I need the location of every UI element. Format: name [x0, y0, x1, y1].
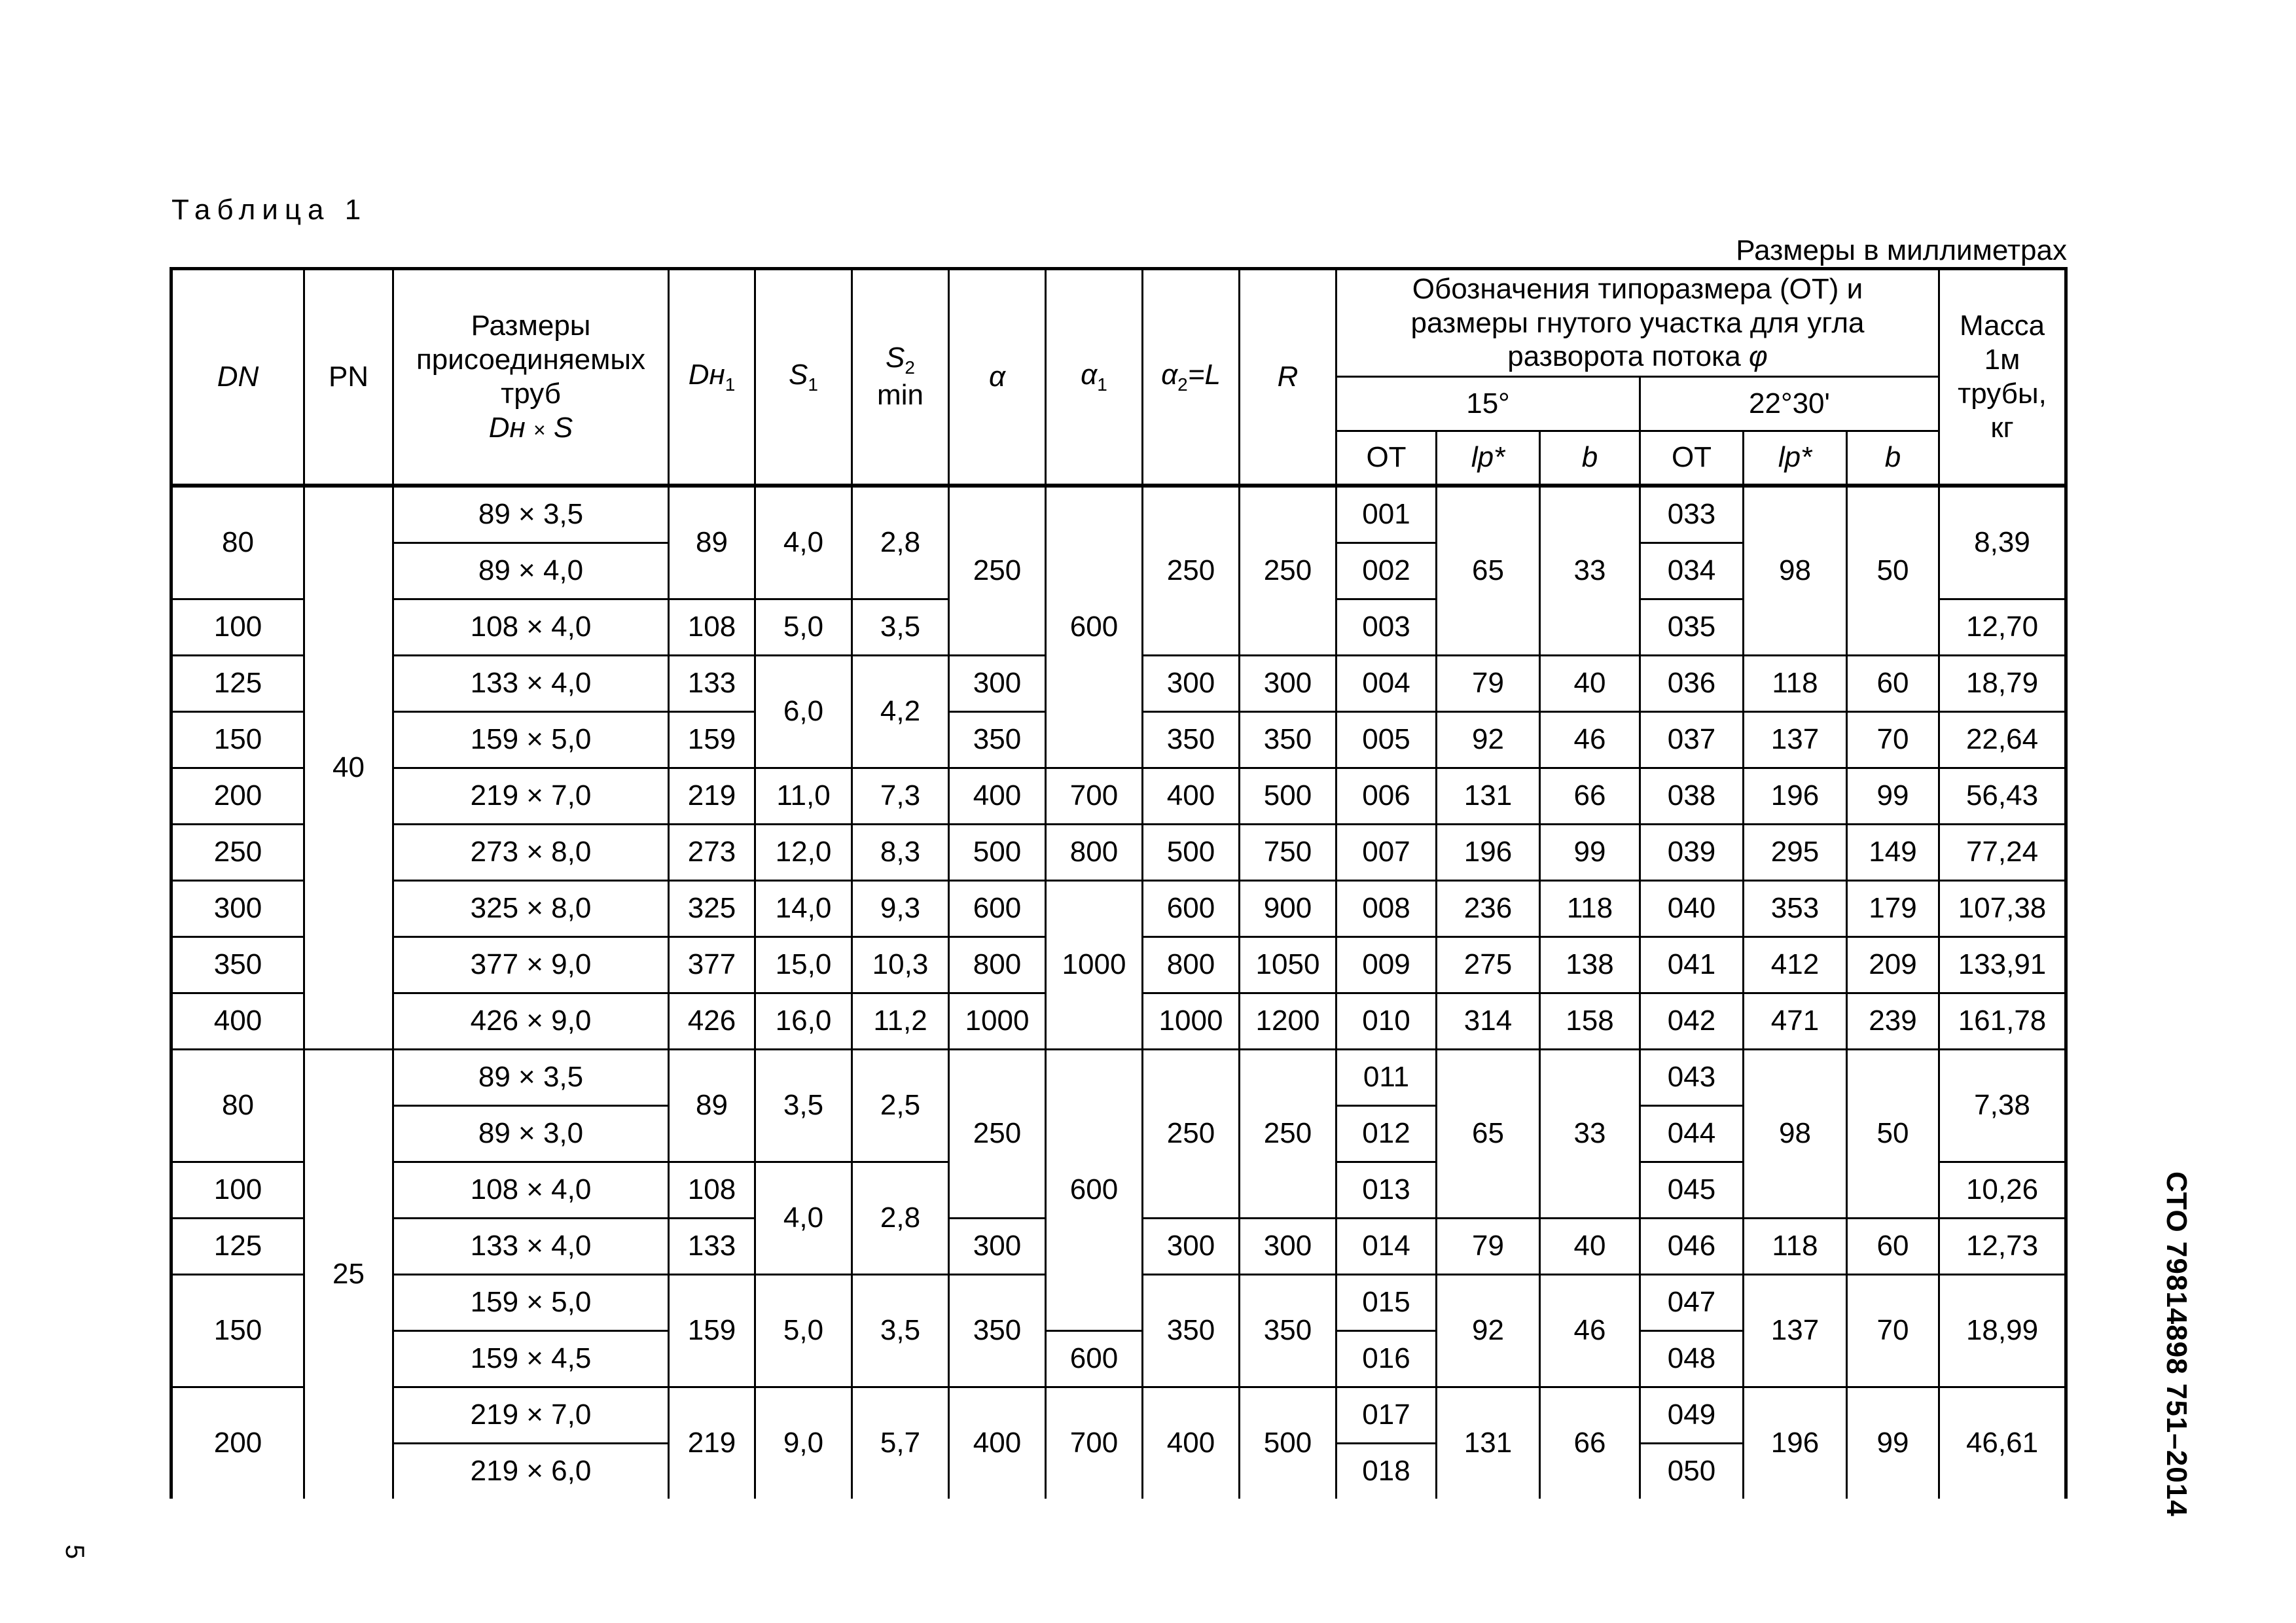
cell-alpha2: 400: [1143, 768, 1240, 824]
cell-r: 750: [1240, 824, 1336, 880]
cell-alpha: 600: [949, 880, 1046, 936]
cell-ot22: 038: [1640, 768, 1744, 824]
cell-mass: 18,79: [1939, 655, 2066, 711]
cell-pipe: 159 × 5,0: [393, 1274, 669, 1330]
cell-alpha2: 400: [1143, 1387, 1240, 1499]
cell-mass: 46,61: [1939, 1387, 2066, 1499]
header-r: R: [1240, 269, 1336, 486]
cell-b22: 149: [1847, 824, 1939, 880]
cell-alpha: 400: [949, 1387, 1046, 1499]
cell-pipe: 108 × 4,0: [393, 599, 669, 655]
header-angle-22-30: 22°30': [1640, 377, 1939, 431]
cell-alpha: 250: [949, 486, 1046, 656]
cell-dn1: 273: [669, 824, 755, 880]
cell-lp15: 79: [1437, 1218, 1540, 1274]
header-b-15: b: [1540, 431, 1640, 486]
cell-dn1: 108: [669, 1162, 755, 1218]
cell-lp22: 137: [1744, 1274, 1847, 1387]
cell-ot22: 042: [1640, 993, 1744, 1049]
cell-alpha: 1000: [949, 993, 1046, 1049]
cell-pipe: 377 × 9,0: [393, 936, 669, 993]
header-dn1: $Dн_1$: [669, 269, 755, 486]
cell-r: 350: [1240, 711, 1336, 768]
cell-ot15: 010: [1336, 993, 1437, 1049]
cell-b22: 60: [1847, 655, 1939, 711]
header-ot-22: ОТ: [1640, 431, 1744, 486]
cell-dn1: 108: [669, 599, 755, 655]
cell-lp15: 92: [1437, 711, 1540, 768]
cell-ot15: 011: [1336, 1049, 1437, 1105]
cell-alpha: 300: [949, 1218, 1046, 1274]
header-angle-15: 15°: [1336, 377, 1640, 431]
header-ot-group: Обозначения типоразмера (ОТ) и размеры гнутого участка для угла разворота потока φ: [1336, 269, 1939, 377]
cell-r: 350: [1240, 1274, 1336, 1387]
cell-alpha1: 600: [1046, 1049, 1143, 1330]
cell-ot15: 012: [1336, 1105, 1437, 1162]
cell-s1: 5,0: [755, 1274, 852, 1387]
cell-pipe: 219 × 7,0: [393, 1387, 669, 1443]
cell-b15: 118: [1540, 880, 1640, 936]
cell-dn: 80: [171, 1049, 304, 1162]
cell-pipe: 133 × 4,0: [393, 1218, 669, 1274]
cell-b15: 66: [1540, 1387, 1640, 1499]
cell-lp15: 236: [1437, 880, 1540, 936]
cell-lp15: 65: [1437, 486, 1540, 656]
cell-r: 250: [1240, 486, 1336, 656]
cell-alpha2: 800: [1143, 936, 1240, 993]
cell-s1: 6,0: [755, 655, 852, 768]
table-row: [171, 486, 2066, 543]
cell-lp22: 98: [1744, 1049, 1847, 1218]
cell-mass: 22,64: [1939, 711, 2066, 768]
cell-s1: 12,0: [755, 824, 852, 880]
cell-pipe: 273 × 8,0: [393, 824, 669, 880]
cell-alpha2: 250: [1143, 486, 1240, 656]
cell-r: 500: [1240, 768, 1336, 824]
cell-s2: 5,7: [852, 1387, 949, 1499]
cell-b22: 209: [1847, 936, 1939, 993]
header-s1: $S_1$: [755, 269, 852, 486]
document-code: СТО 79814898 751–2014: [2161, 1171, 2193, 1517]
cell-b15: 46: [1540, 711, 1640, 768]
cell-dn: 80: [171, 486, 304, 599]
cell-dn: 300: [171, 880, 304, 936]
cell-dn: 150: [171, 711, 304, 768]
cell-mass: 10,26: [1939, 1162, 2066, 1218]
table-row: [171, 1049, 2066, 1105]
cell-ot15: 017: [1336, 1387, 1437, 1443]
cell-b22: 70: [1847, 711, 1939, 768]
cell-ot22: 050: [1640, 1443, 1744, 1499]
cell-pn: 40: [304, 486, 393, 1050]
cell-pn: 25: [304, 1049, 393, 1499]
cell-lp22: 196: [1744, 1387, 1847, 1499]
cell-b22: 99: [1847, 768, 1939, 824]
cell-pipe: 159 × 5,0: [393, 711, 669, 768]
cell-alpha2: 500: [1143, 824, 1240, 880]
cell-alpha1: 800: [1046, 824, 1143, 880]
table-row: [171, 824, 2066, 880]
cell-r: 1050: [1240, 936, 1336, 993]
cell-dn: 100: [171, 599, 304, 655]
header-lp-15: lp*: [1437, 431, 1540, 486]
cell-mass: 18,99: [1939, 1274, 2066, 1387]
cell-s1: 5,0: [755, 599, 852, 655]
cell-ot15: 009: [1336, 936, 1437, 993]
cell-dn1: 325: [669, 880, 755, 936]
cell-dn1: 89: [669, 1049, 755, 1162]
cell-pipe: 426 × 9,0: [393, 993, 669, 1049]
cell-lp22: 98: [1744, 486, 1847, 656]
cell-alpha2: 300: [1143, 1218, 1240, 1274]
cell-mass: 107,38: [1939, 880, 2066, 936]
cell-lp15: 131: [1437, 768, 1540, 824]
header-alpha: α: [949, 269, 1046, 486]
cell-s2: 11,2: [852, 993, 949, 1049]
cell-dn: 125: [171, 1218, 304, 1274]
cell-b22: 70: [1847, 1274, 1939, 1387]
cell-ot22: 033: [1640, 486, 1744, 543]
cell-ot22: 039: [1640, 824, 1744, 880]
cell-alpha2: 350: [1143, 1274, 1240, 1387]
cell-r: 300: [1240, 1218, 1336, 1274]
cell-mass: 133,91: [1939, 936, 2066, 993]
cell-dn: 200: [171, 768, 304, 824]
header-mass: Масса 1м трубы, кг: [1939, 269, 2066, 486]
cell-lp15: 92: [1437, 1274, 1540, 1387]
cell-ot22: 045: [1640, 1162, 1744, 1218]
cell-pipe: 108 × 4,0: [393, 1162, 669, 1218]
cell-mass: 7,38: [1939, 1049, 2066, 1162]
cell-dn1: 133: [669, 1218, 755, 1274]
cell-lp22: 137: [1744, 711, 1847, 768]
cell-b22: 99: [1847, 1387, 1939, 1499]
cell-ot15: 007: [1336, 824, 1437, 880]
cell-alpha: 350: [949, 1274, 1046, 1387]
cell-alpha: 500: [949, 824, 1046, 880]
cell-lp22: 353: [1744, 880, 1847, 936]
cell-pipe: 159 × 4,5: [393, 1330, 669, 1387]
cell-ot15: 014: [1336, 1218, 1437, 1274]
cell-mass: 12,73: [1939, 1218, 2066, 1274]
cell-b15: 66: [1540, 768, 1640, 824]
cell-r: 250: [1240, 1049, 1336, 1218]
header-ot-15: ОТ: [1336, 431, 1437, 486]
cell-dn1: 219: [669, 768, 755, 824]
cell-alpha: 250: [949, 1049, 1046, 1218]
cell-pipe: 219 × 6,0: [393, 1443, 669, 1499]
cell-alpha: 350: [949, 711, 1046, 768]
cell-dn: 250: [171, 824, 304, 880]
cell-lp22: 412: [1744, 936, 1847, 993]
page-number: 5: [60, 1544, 89, 1560]
header-s2: $S_2$ min: [852, 269, 949, 486]
cell-lp15: 196: [1437, 824, 1540, 880]
header-pn: PN: [304, 269, 393, 486]
cell-s1: 15,0: [755, 936, 852, 993]
cell-s2: 4,2: [852, 655, 949, 768]
cell-mass: 56,43: [1939, 768, 2066, 824]
cell-alpha1: 1000: [1046, 880, 1143, 1049]
cell-pipe: 89 × 3,0: [393, 1105, 669, 1162]
cell-s1: 11,0: [755, 768, 852, 824]
cell-dn1: 377: [669, 936, 755, 993]
cell-s2: 9,3: [852, 880, 949, 936]
cell-s2: 3,5: [852, 1274, 949, 1387]
cell-ot22: 034: [1640, 543, 1744, 599]
cell-b22: 179: [1847, 880, 1939, 936]
cell-s2: 3,5: [852, 599, 949, 655]
cell-alpha2: 600: [1143, 880, 1240, 936]
table-row: [171, 1387, 2066, 1443]
cell-alpha1: 600: [1046, 486, 1143, 768]
cell-lp22: 118: [1744, 1218, 1847, 1274]
cell-alpha2: 300: [1143, 655, 1240, 711]
cell-b22: 50: [1847, 486, 1939, 656]
cell-b15: 40: [1540, 655, 1640, 711]
cell-ot22: 036: [1640, 655, 1744, 711]
cell-pipe: 89 × 3,5: [393, 486, 669, 543]
cell-dn1: 219: [669, 1387, 755, 1499]
cell-dn: 400: [171, 993, 304, 1049]
cell-dn1: 89: [669, 486, 755, 599]
cell-ot22: 048: [1640, 1330, 1744, 1387]
cell-alpha: 300: [949, 655, 1046, 711]
table-row: [171, 768, 2066, 824]
cell-ot15: 003: [1336, 599, 1437, 655]
header-lp-22: lp*: [1744, 431, 1847, 486]
cell-s1: 3,5: [755, 1049, 852, 1162]
cell-ot15: 016: [1336, 1330, 1437, 1387]
cell-ot15: 004: [1336, 655, 1437, 711]
cell-dn: 125: [171, 655, 304, 711]
cell-ot22: 046: [1640, 1218, 1744, 1274]
cell-ot22: 043: [1640, 1049, 1744, 1105]
cell-ot15: 006: [1336, 768, 1437, 824]
cell-ot15: 013: [1336, 1162, 1437, 1218]
cell-ot22: 040: [1640, 880, 1744, 936]
cell-s1: 9,0: [755, 1387, 852, 1499]
header-alpha2-l: $\alpha_2=L$: [1143, 269, 1240, 486]
cell-s2: 10,3: [852, 936, 949, 993]
cell-lp22: 118: [1744, 655, 1847, 711]
cell-alpha: 800: [949, 936, 1046, 993]
cell-ot15: 001: [1336, 486, 1437, 543]
cell-ot22: 035: [1640, 599, 1744, 655]
cell-mass: 77,24: [1939, 824, 2066, 880]
cell-dn1: 159: [669, 1274, 755, 1387]
cell-r: 1200: [1240, 993, 1336, 1049]
cell-s2: 8,3: [852, 824, 949, 880]
cell-ot15: 002: [1336, 543, 1437, 599]
cell-dn1: 159: [669, 711, 755, 768]
cell-r: 300: [1240, 655, 1336, 711]
cell-ot15: 005: [1336, 711, 1437, 768]
cell-alpha1: 600: [1046, 1330, 1143, 1387]
cell-r: 500: [1240, 1387, 1336, 1499]
cell-ot15: 018: [1336, 1443, 1437, 1499]
cell-b15: 46: [1540, 1274, 1640, 1387]
cell-alpha: 400: [949, 768, 1046, 824]
cell-ot22: 047: [1640, 1274, 1744, 1330]
cell-s2: 2,8: [852, 1162, 949, 1274]
cell-s1: 4,0: [755, 1162, 852, 1274]
cell-s2: 2,5: [852, 1049, 949, 1162]
cell-s1: 16,0: [755, 993, 852, 1049]
cell-alpha1: 700: [1046, 1387, 1143, 1499]
cell-s2: 7,3: [852, 768, 949, 824]
cell-b15: 138: [1540, 936, 1640, 993]
cell-dn1: 426: [669, 993, 755, 1049]
cell-mass: 12,70: [1939, 599, 2066, 655]
header-dn: DN: [171, 269, 304, 486]
cell-b15: 33: [1540, 1049, 1640, 1218]
cell-mass: 8,39: [1939, 486, 2066, 599]
cell-lp22: 196: [1744, 768, 1847, 824]
header-pipe-dims: Размеры присоединяемых труб Dн × S: [393, 269, 669, 486]
cell-b15: 33: [1540, 486, 1640, 656]
cell-s1: 4,0: [755, 486, 852, 599]
cell-dn1: 133: [669, 655, 755, 711]
cell-alpha1: 700: [1046, 768, 1143, 824]
cell-lp15: 79: [1437, 655, 1540, 711]
cell-s1: 14,0: [755, 880, 852, 936]
cell-alpha2: 350: [1143, 711, 1240, 768]
table-row: [171, 880, 2066, 936]
cell-b22: 60: [1847, 1218, 1939, 1274]
units-note: Размеры в миллиметрах: [1736, 234, 2067, 266]
cell-lp15: 314: [1437, 993, 1540, 1049]
cell-dn: 100: [171, 1162, 304, 1218]
cell-ot15: 015: [1336, 1274, 1437, 1330]
cell-pipe: 219 × 7,0: [393, 768, 669, 824]
cell-mass: 161,78: [1939, 993, 2066, 1049]
cell-ot15: 008: [1336, 880, 1437, 936]
cell-dn: 350: [171, 936, 304, 993]
cell-lp22: 295: [1744, 824, 1847, 880]
cell-b22: 50: [1847, 1049, 1939, 1218]
cell-lp15: 65: [1437, 1049, 1540, 1218]
cell-alpha2: 250: [1143, 1049, 1240, 1218]
cell-b22: 239: [1847, 993, 1939, 1049]
cell-pipe: 133 × 4,0: [393, 655, 669, 711]
header-alpha1: $\alpha_1$: [1046, 269, 1143, 486]
cell-b15: 99: [1540, 824, 1640, 880]
cell-ot22: 044: [1640, 1105, 1744, 1162]
header-b-22: b: [1847, 431, 1939, 486]
cell-dn: 150: [171, 1274, 304, 1387]
cell-lp15: 131: [1437, 1387, 1540, 1499]
cell-dn: 200: [171, 1387, 304, 1499]
cell-b15: 158: [1540, 993, 1640, 1049]
cell-ot22: 037: [1640, 711, 1744, 768]
cell-lp15: 275: [1437, 936, 1540, 993]
table-caption: Таблица 1: [171, 194, 368, 226]
cell-b15: 40: [1540, 1218, 1640, 1274]
cell-pipe: 325 × 8,0: [393, 880, 669, 936]
cell-s2: 2,8: [852, 486, 949, 599]
cell-pipe: 89 × 3,5: [393, 1049, 669, 1105]
cell-ot22: 041: [1640, 936, 1744, 993]
cell-lp22: 471: [1744, 993, 1847, 1049]
dimensions-table: [170, 267, 2068, 1499]
cell-alpha2: 1000: [1143, 993, 1240, 1049]
cell-pipe: 89 × 4,0: [393, 543, 669, 599]
cell-ot22: 049: [1640, 1387, 1744, 1443]
cell-r: 900: [1240, 880, 1336, 936]
